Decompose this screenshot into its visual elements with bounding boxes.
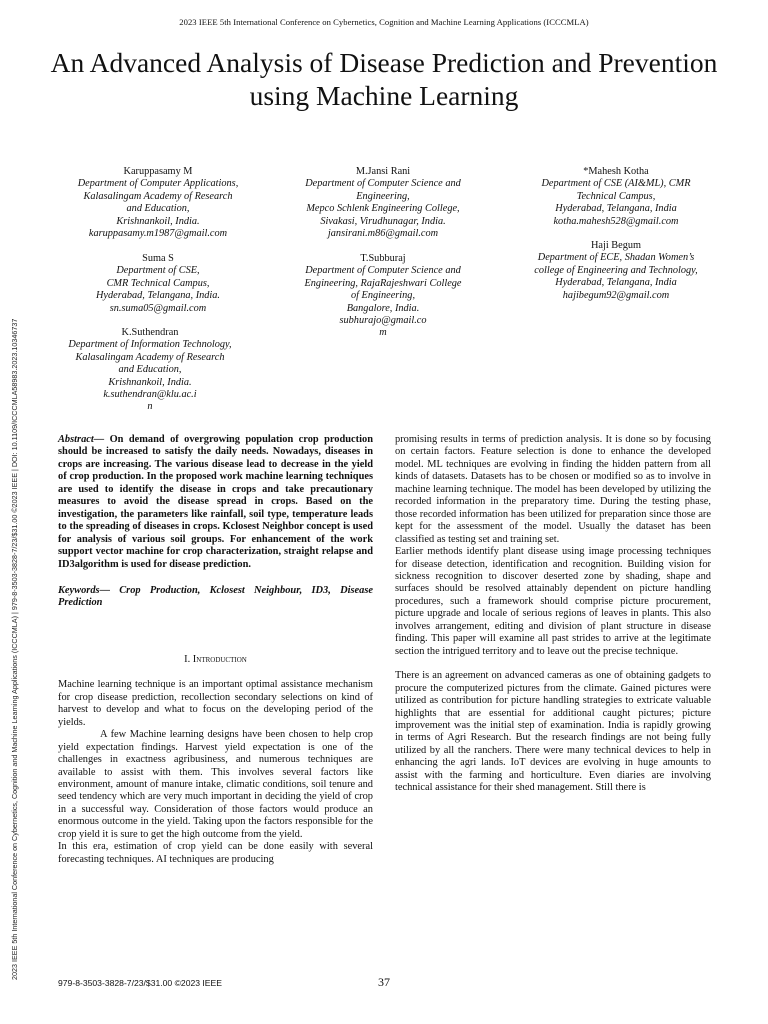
author-affiliation-line: Krishnankoil, India. — [116, 215, 200, 227]
author-affiliation-line: Hyderabad, Telangana, India — [555, 277, 677, 289]
author-email: subhurajo@gmail.co — [339, 315, 427, 327]
paper-title: An Advanced Analysis of Disease Prediction and Prevention using Machine Learning — [50, 47, 718, 111]
author-affiliation-line: Sivakasi, Virudhunagar, India. — [320, 215, 446, 227]
author-affiliation-line: Kalasalingam Academy of Research — [75, 351, 225, 363]
author-name: Karuppasamy M — [123, 166, 193, 177]
author-block — [280, 253, 486, 340]
left-column — [58, 434, 373, 866]
author-affiliation-line: Department of Information Technology, — [68, 339, 232, 351]
page-number: 37 — [378, 975, 390, 989]
body-paragraph: Machine learning technique is an important optimal assistance mechanism for crop disease prediction, recollection secondary selections on kind of harvest to develop and what to focus on the developing period of the yields. — [58, 679, 373, 728]
right-column — [395, 434, 711, 795]
author-affiliation-line: Technical Campus, — [576, 190, 656, 202]
author-affiliation-line: Mepco Schlenk Engineering College, — [306, 203, 460, 215]
author-affiliation-line: Bangalore, India. — [346, 302, 420, 314]
author-email: karuppasamy.m1987@gmail.com — [88, 228, 228, 240]
conference-header: 2023 IEEE 5th International Conference on Cybernetics, Cognition and Machine Learning Applications (ICCCMLA) — [179, 17, 589, 27]
abstract-label: Abstract— — [58, 434, 105, 445]
author-email: sn.suma05@gmail.com — [109, 302, 207, 314]
author-name: Haji Begum — [590, 240, 642, 251]
author-affiliation-line: Engineering, — [356, 190, 410, 202]
body-paragraph: promising results in terms of prediction analysis. It is done so by focusing on certain factors. Feature selection is done to enhance the developed model. ML techniques are evolving in finding the hidden pattern from all kinds of datasets. Datasets has to be chosen or modified so as to involve in machine learning technique. The model has been developed by utilizing the recorded information in the preparatory time. During the testing phase, those recorded information has been utilized for preparation since those are kept for the assessment of the model. Usually the dataset has been classified as testing set and training set. — [395, 434, 711, 545]
author-affiliation-line: Department of CSE, — [116, 265, 200, 277]
author-affiliation-line: CMR Technical Campus, — [106, 277, 210, 289]
author-block — [280, 166, 486, 240]
author-block — [58, 166, 258, 240]
author-affiliation-line: Department of Computer Applications, — [77, 178, 239, 190]
author-email: m — [379, 327, 387, 339]
author-affiliation-line: of Engineering, — [350, 290, 416, 302]
author-affiliation-line: Department of Computer Science and — [305, 178, 461, 190]
author-email: n — [147, 401, 153, 413]
author-name: *Mahesh Kotha — [583, 166, 649, 177]
keywords-label: Keywords— — [58, 584, 110, 596]
author-name: K.Suthendran — [121, 327, 179, 338]
author-email: k.suthendran@klu.ac.i — [103, 389, 197, 401]
author-block — [50, 327, 250, 414]
author-affiliation-line: Engineering, RajaRajeshwari College — [304, 277, 462, 289]
keywords — [58, 585, 373, 610]
author-affiliation-line: Hyderabad, Telangana, India — [555, 203, 677, 215]
body-paragraph: Earlier methods identify plant disease using image processing techniques for disease detection, identification and recognition. Building vision for sickness recognition to discover deserted zone by shading, shape and surfaces should be resolved attainably dependent on picture handling procedures, such a framework should comprise picture procurement, picture upgrade and locale of serious regions of leaves in plants. This also involves arrangement, editing and division of plant structure in disease finding. This paper will examine all past strides to arrive at the legitimate section the intrigued territory and to leave out the precise technique. — [395, 546, 711, 657]
paragraph-gap — [395, 658, 711, 670]
author-block — [58, 253, 258, 315]
author-block — [516, 166, 716, 228]
abstract-text: On demand of overgrowing population crop production should be increased to satisfy the daily needs. Nowadays, diseases in crops are increasing. The various disease lead to decrease in the yield of crop production. In the proposed work machine learning techniques are used to identify the disease in crops and take precautionary measures to avoid the disease spread in crops. Based on the investigation, the parameters like rainfall, soil type, temperature leads to the spreading of diseases in crops. Kclosest Neighbor concept is used for analysis of various soil groups. For enhancement of the work support vector machine for crop characterization, straight relapse and ID3algorithm is used for disease prediction. — [58, 434, 373, 570]
author-affiliation-line: Krishnankoil, India. — [108, 376, 192, 388]
author-affiliation-line: and Education, — [118, 364, 182, 376]
abstract — [58, 434, 373, 571]
author-affiliation-line: and Education, — [126, 203, 190, 215]
footer-copyright: 979-8-3503-3828-7/23/$31.00 ©2023 IEEE — [58, 978, 223, 988]
author-affiliation-line: Hyderabad, Telangana, India. — [95, 290, 221, 302]
author-affiliation-line: college of Engineering and Technology, — [534, 264, 698, 276]
author-affiliation-line: Department of Computer Science and — [305, 265, 461, 277]
author-name: T.Subburaj — [360, 253, 406, 264]
keywords-text: Crop Production, Kclosest Neighbour, ID3, Disease Prediction — [58, 584, 373, 609]
body-paragraph: A few Machine learning designs have been chosen to help crop yield expectation findings. Harvest yield expectation is one of the challenges in exactness agribusiness, and numerous techniques are available to assist with them. This involves several factors like environment, amount of manure intake, climatic conditions, soil tenure and seed tendency which are very much important in deciding the yield of crop in a successful way. Consideration of those factors would produce an enormous outcome in the yield. Taking upon the factors responsible for the crop yield it is sure to get the high outcome from the yield. — [58, 729, 373, 840]
section-heading: I. Introduction — [184, 653, 247, 665]
author-affiliation-line: Department of CSE (AI&ML), CMR — [541, 178, 691, 190]
side-doi-strip: 2023 IEEE 5th International Conference on Cybernetics, Cognition and Machine Learning Applications (ICCCMLA) | 979-8-3503-3828-7/23/$31.00 ©2023 IEEE | DOI: 10.1109/ICCCMLA58983.2023.10346737 — [10, 318, 19, 980]
author-email: hajibegum92@gmail.com — [562, 289, 670, 301]
author-email: jansirani.m86@gmail.com — [327, 228, 439, 240]
body-paragraph: There is an agreement on advanced cameras as one of obtaining gadgets to procure the computerized pictures from the climate. Gained pictures were utilized as contribution for picture handling strategies to extricate valuable highlights that are essential for additional caught pictures; picture improvement was the initial step of examination. India is rapidly growing in terms of Agri Research. But the research findings are not being fully utilized by all the ranchers. There were many technical devices to help in enhancing the agri lands. IoT devices are evolving in huge amounts to assist with the farming and horticulture. Even diaries are involving technical assistance for their shed management. Still there is — [395, 670, 711, 794]
author-block — [516, 240, 716, 302]
author-name: M.Jansi Rani — [355, 166, 411, 177]
author-name: Suma S — [142, 253, 174, 264]
author-affiliation-line: Department of ECE, Shadan Women’s — [537, 252, 695, 264]
author-affiliation-line: Kalasalingam Academy of Research — [83, 190, 233, 202]
body-paragraph: In this era, estimation of crop yield can be done easily with several forecasting techniques. AI techniques are producing — [58, 841, 373, 865]
author-email: kotha.mahesh528@gmail.com — [553, 215, 679, 227]
